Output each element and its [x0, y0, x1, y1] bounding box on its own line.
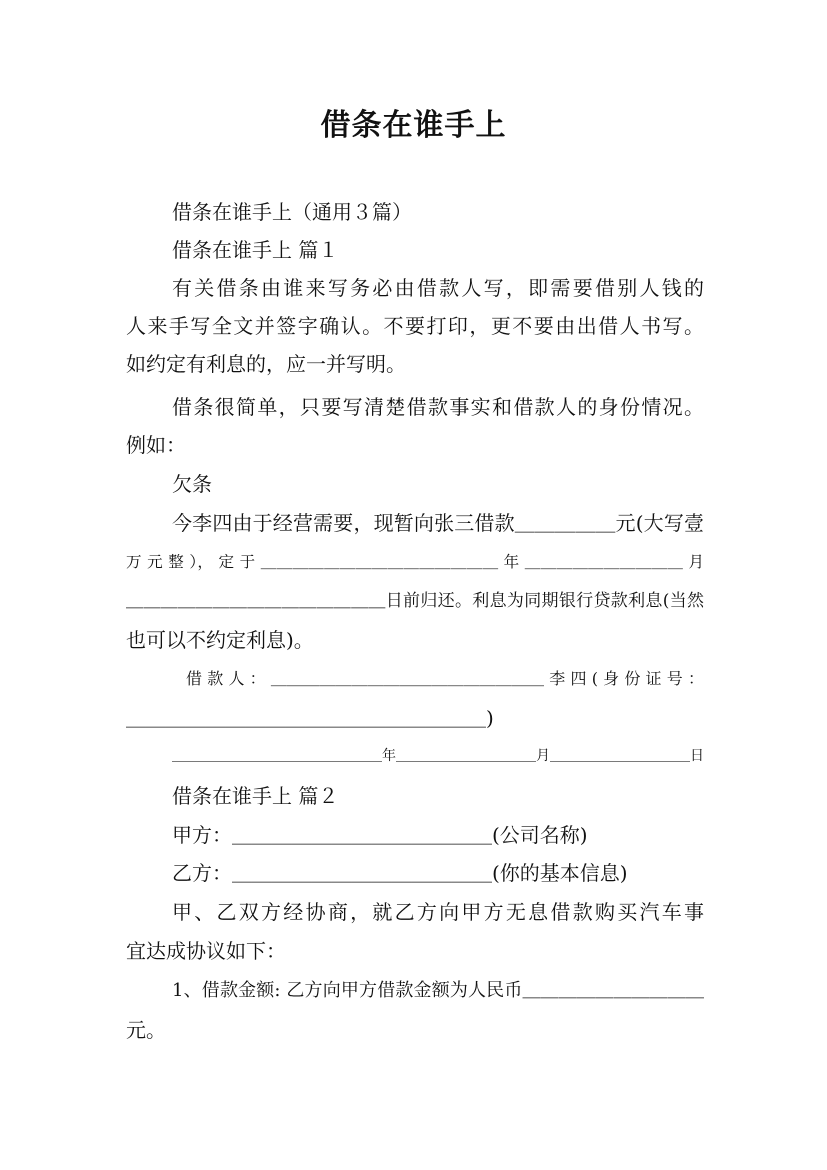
- iou-line: 万 元 整 ）， 定 于 ＿＿＿＿＿＿＿＿＿＿＿＿＿＿＿ 年 ＿＿＿＿＿＿＿＿＿＿ 月: [126, 553, 704, 571]
- party-b-line: 乙方：＿＿＿＿＿＿＿＿＿＿＿＿＿(你的基本信息): [172, 861, 628, 885]
- paragraph-line: 有关借条由谁来写务必由借款人写，即需要借别人钱的: [172, 276, 704, 300]
- document-title: 借条在谁手上: [320, 108, 507, 143]
- paragraph-line: 借条很简单，只要写清楚借款事实和借款人的身份情况。: [172, 395, 704, 419]
- clause-line: 1、借款金额: 乙方向甲方借款金额为人民币＿＿＿＿＿＿＿＿＿＿: [172, 980, 704, 1001]
- iou-line: 今李四由于经营需要，现暂向张三借款＿＿＿＿＿元(大写壹: [172, 511, 704, 535]
- date-line: ＿＿＿＿＿＿＿＿＿＿＿＿＿＿＿年＿＿＿＿＿＿＿＿＿＿月＿＿＿＿＿＿＿＿＿＿日: [172, 748, 704, 764]
- borrower-line: 借 款 人 ： ＿＿＿＿＿＿＿＿＿＿＿＿＿＿＿＿＿ 李 四 ( 身 份 证 号 ：: [186, 669, 704, 688]
- section-heading-1: 借条在谁手上 篇１: [172, 238, 339, 262]
- iou-line: ＿＿＿＿＿＿＿＿＿＿＿＿＿＿＿日前归还。利息为同期银行贷款利息(当然: [126, 591, 704, 611]
- borrower-id-line: ＿＿＿＿＿＿＿＿＿＿＿＿＿＿＿＿＿＿): [126, 706, 494, 730]
- paragraph-line: 例如：: [126, 433, 186, 457]
- clause-line: 元。: [126, 1018, 166, 1042]
- iou-line: 也可以不约定利息)。: [126, 628, 314, 652]
- party-a-line: 甲方：＿＿＿＿＿＿＿＿＿＿＿＿＿(公司名称): [172, 823, 588, 847]
- paragraph-line: 如约定有利息的，应一并写明。: [126, 352, 406, 376]
- paragraph-line: 人来手写全文并签字确认。不要打印，更不要由出借人书写。: [126, 314, 704, 338]
- subtitle-line: 借条在谁手上（通用３篇）: [172, 200, 412, 224]
- iou-heading: 欠条: [172, 472, 212, 496]
- section-heading-2: 借条在谁手上 篇２: [172, 784, 339, 808]
- agreement-line: 宜达成协议如下：: [126, 939, 286, 963]
- agreement-line: 甲、乙双方经协商，就乙方向甲方无息借款购买汽车事: [172, 900, 704, 924]
